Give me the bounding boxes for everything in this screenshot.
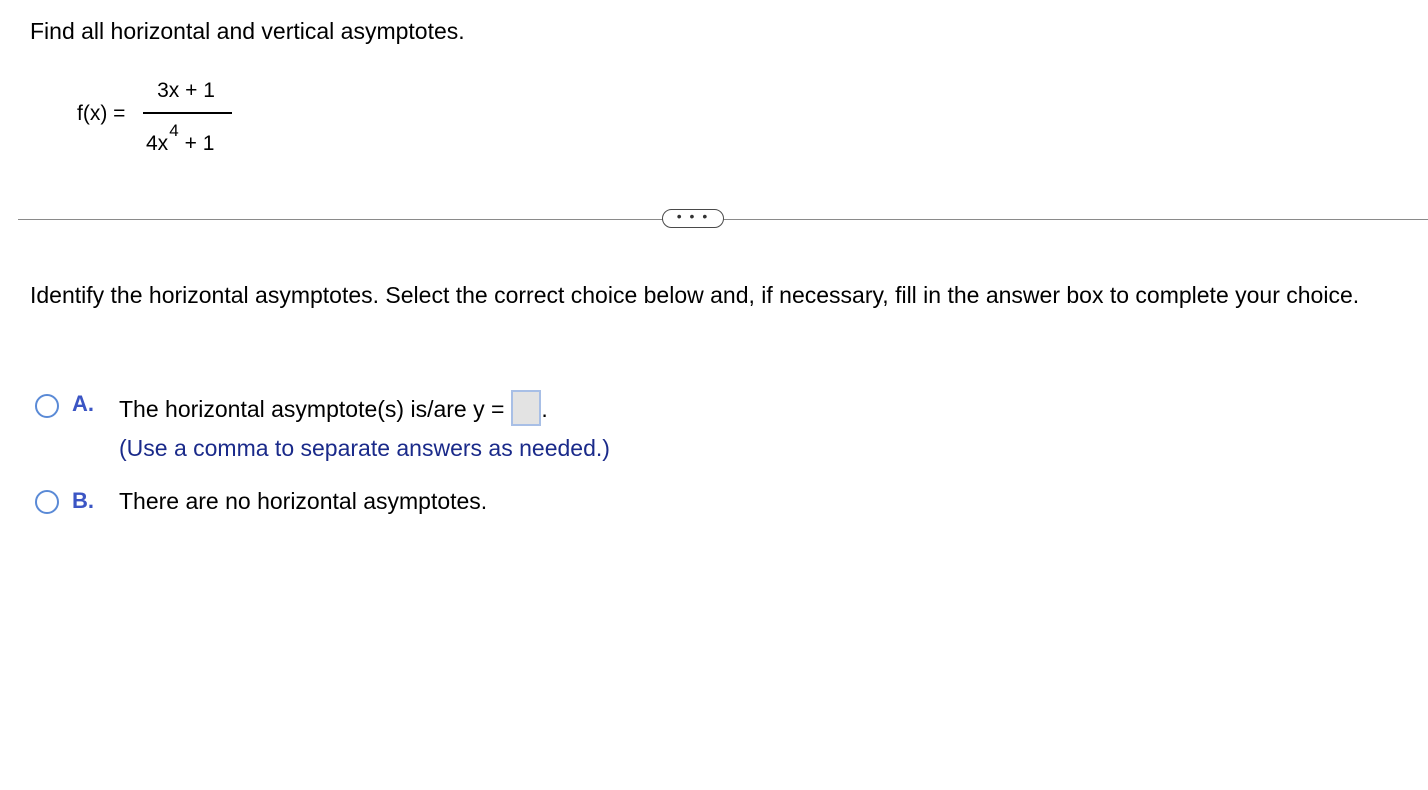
expand-more-button[interactable]: • • • bbox=[662, 209, 724, 228]
question-text: Find all horizontal and vertical asymptotes. bbox=[30, 18, 465, 44]
denominator-base: 4x bbox=[146, 132, 169, 155]
choice-a-hint: (Use a comma to separate answers as needed.) bbox=[119, 435, 610, 461]
choice-b-radio[interactable] bbox=[35, 490, 59, 514]
answer-input-box[interactable] bbox=[511, 390, 541, 426]
choice-a-radio[interactable] bbox=[35, 394, 59, 418]
denominator-exponent: 4 bbox=[169, 121, 179, 140]
choice-a-text: The horizontal asymptote(s) is/are y = bbox=[119, 396, 505, 422]
fraction-bar bbox=[143, 112, 232, 114]
choice-b-text: There are no horizontal asymptotes. bbox=[119, 488, 488, 514]
choice-a-text-wrap bbox=[119, 395, 548, 426]
function-label: f(x) = bbox=[77, 102, 126, 125]
denominator-rest: + 1 bbox=[184, 132, 215, 155]
fraction-numerator: 3x + 1 bbox=[157, 79, 215, 102]
choice-a-letter: A. bbox=[72, 391, 94, 416]
choice-a-suffix: . bbox=[541, 396, 548, 422]
fraction-denominator bbox=[146, 121, 215, 158]
instructions-text: Identify the horizontal asymptotes. Select the correct choice below and, if necessary, fill in the answer box to complete your choice. bbox=[30, 282, 1360, 308]
choice-b-letter: B. bbox=[72, 488, 94, 513]
